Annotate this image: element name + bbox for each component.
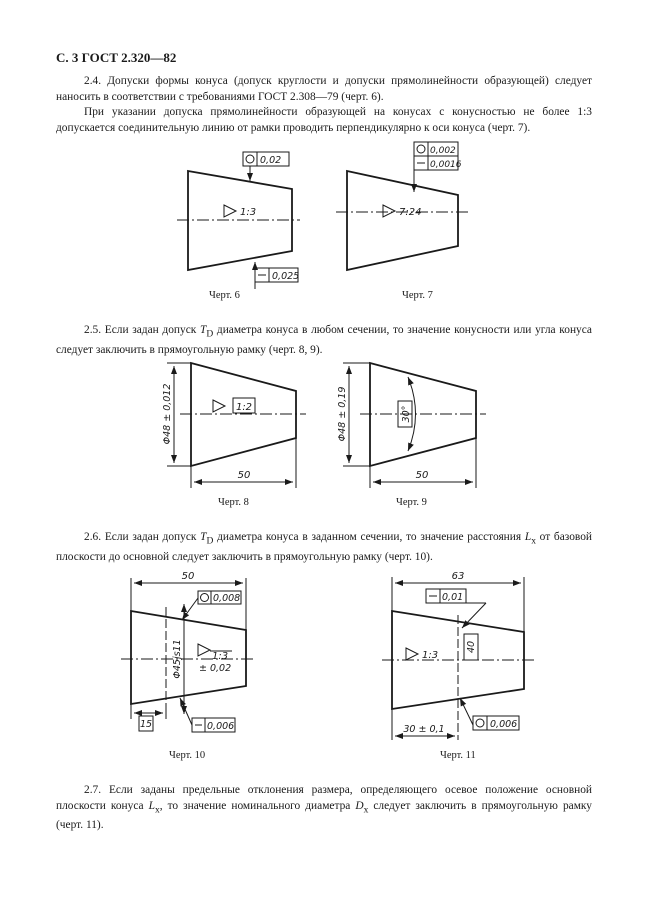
fig7-taper: 7:24: [399, 207, 422, 218]
fig8-length: 50: [237, 470, 251, 481]
fig11-top-tolerance: 0,01: [442, 592, 464, 603]
fig11-position: 30 ± 0,1: [403, 724, 445, 735]
paragraph-2-6: 2.6. Если задан допуск $T_D$ диаметра конуса в заданном сечении, то значение расстояния $L_x$ от базовой плоскости до основной следует заключить в прямоугольную рамку (черт. 10).: [56, 531, 592, 563]
figure-8: [167, 363, 306, 488]
fig10-top-tolerance: 0,008: [213, 593, 241, 604]
caption-fig10: Черт. 10: [169, 750, 206, 761]
page-header: С. 3 ГОСТ 2.320—82: [56, 50, 177, 65]
fig10-bottom-tolerance: 0,006: [207, 721, 235, 732]
fig11-taper: 1:3: [422, 650, 439, 661]
fig10-diameter: Φ45js11: [172, 639, 183, 679]
figure-6: [177, 152, 300, 289]
fig9-length: 50: [415, 470, 429, 481]
fig7-tol1: 0,002: [430, 146, 456, 156]
caption-fig9: Черт. 9: [396, 497, 427, 508]
fig10-length: 50: [181, 571, 195, 582]
fig11-bottom-tolerance: 0,006: [490, 719, 518, 730]
fig6-taper: 1:3: [240, 207, 257, 218]
fig8-diameter: Φ48 ± 0,012: [162, 383, 173, 445]
fig11-length: 63: [451, 571, 465, 582]
fig6-top-tolerance: 0,02: [260, 155, 282, 166]
fig6-bottom-tolerance: 0,025: [272, 271, 300, 282]
fig10-base: 15: [139, 719, 153, 730]
fig9-angle: 30°: [401, 405, 412, 423]
paragraph-2-7: 2.7. Если заданы предельные отклонения размера, определяющего осевое положение основной плоскости конуса $L_x$, то значение номинального диаметра $D_x$ следует заключить в прямоугольную рамку (черт. 11).: [56, 784, 592, 832]
figure-9: [343, 363, 486, 488]
paragraph-2-4: 2.4. Допуски формы конуса (допуск круглости и допуски прямолинейности образующей) следует наносить в соответствии с требованиями ГОСТ 2.308—79 (черт. 6).: [56, 75, 592, 103]
paragraph-2-4-note: При указании допуска прямолинейности образующей на конусах с конусностью не более 1:3 допускается соединительную линию от рамки проводить перпендикулярно к оси конуса (черт. 7).: [56, 106, 592, 134]
fig7-tol2: 0,0016: [430, 160, 462, 170]
fig9-diameter: Φ48 ± 0,19: [337, 386, 348, 442]
paragraph-2-5: 2.5. Если задан допуск $T_D$ диаметра конуса в любом сечении, то значение конусности или угла конуса следует заключить в прямоугольную рамку (черт. 8, 9).: [56, 324, 592, 356]
caption-fig11: Черт. 11: [440, 750, 476, 761]
caption-fig7: Черт. 7: [402, 290, 433, 301]
fig8-taper: 1:2: [235, 402, 253, 413]
fig10-taper-tolerance: ± 0,02: [199, 663, 232, 674]
caption-fig8: Черт. 8: [218, 497, 249, 508]
caption-fig6: Черт. 6: [209, 290, 240, 301]
fig10-taper: 1:3: [212, 651, 229, 662]
fig11-diameter: 40: [466, 640, 477, 654]
